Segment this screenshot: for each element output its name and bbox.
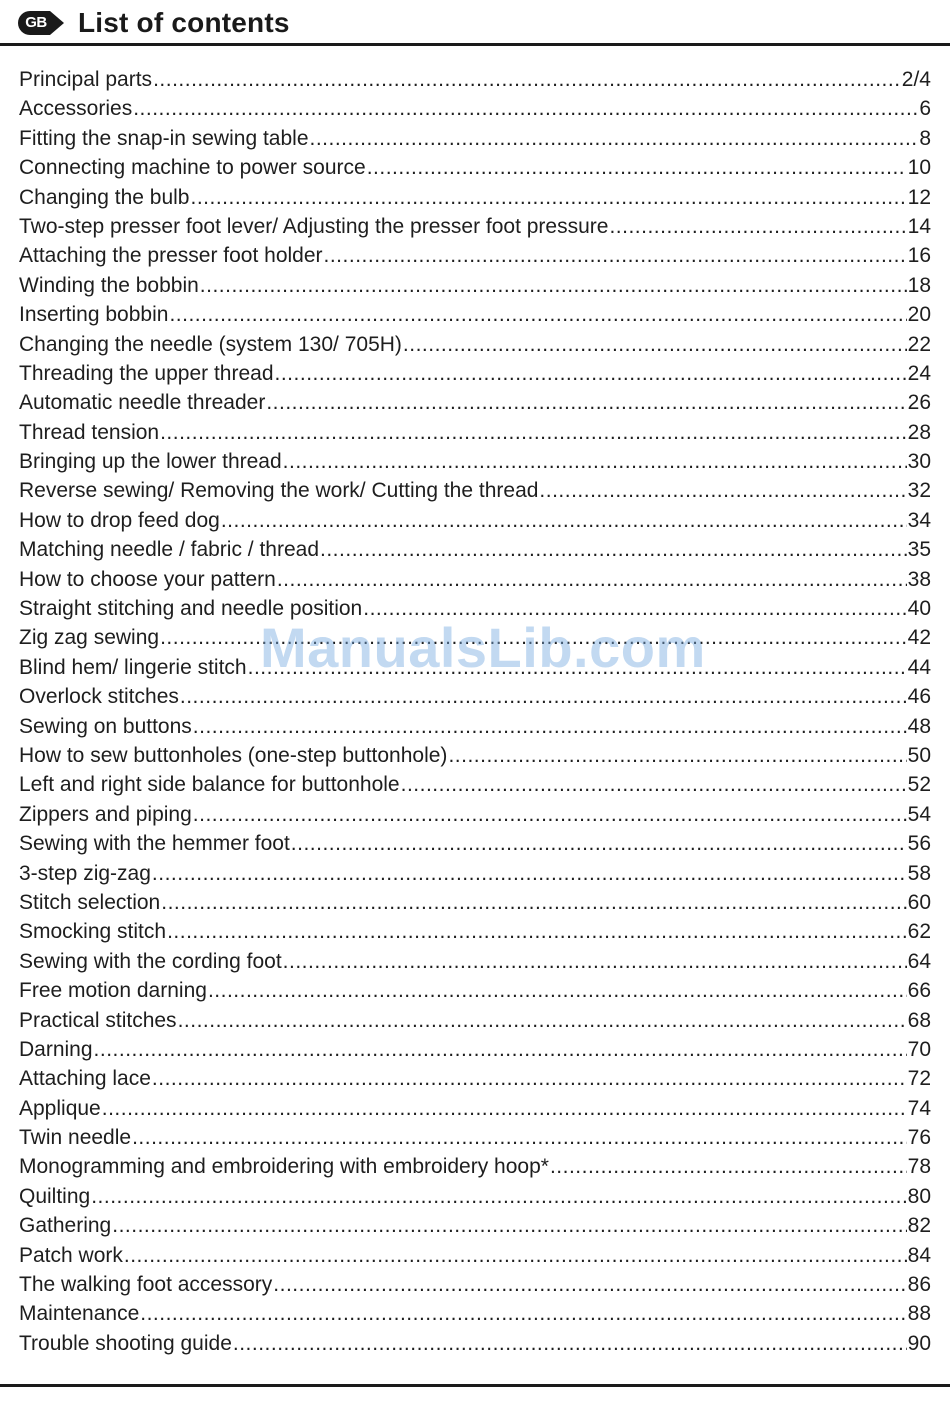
toc-entry-label: Applique — [19, 1096, 101, 1120]
toc-dot-leader — [367, 153, 907, 182]
toc-dot-leader — [273, 1270, 906, 1299]
toc-entry-label: Attaching lace — [19, 1067, 151, 1091]
toc-dot-leader — [94, 1035, 907, 1064]
toc-entry[interactable] — [19, 124, 931, 153]
toc-entry-label: 3-step zig-zag — [19, 861, 151, 885]
toc-dot-leader — [291, 829, 907, 858]
toc-entry-label: How to choose your pattern — [19, 567, 276, 591]
toc-entry-page: 18 — [907, 273, 931, 297]
toc-entry-page: 2/4 — [901, 68, 931, 91]
toc-entry[interactable] — [19, 1006, 931, 1035]
toc-entry-label: The walking foot accessory — [19, 1273, 273, 1297]
toc-entry-label: Left and right side balance for buttonhole — [19, 773, 400, 797]
toc-entry-label: Sewing with the hemmer foot — [19, 832, 290, 856]
toc-entry[interactable] — [19, 770, 931, 799]
toc-dot-leader — [160, 418, 907, 447]
toc-dot-leader — [283, 947, 907, 976]
toc-dot-leader — [193, 800, 907, 829]
toc-entry[interactable] — [19, 1064, 931, 1093]
toc-entry-page: 78 — [907, 1155, 931, 1179]
toc-entry-page: 32 — [907, 479, 931, 503]
toc-entry-page: 82 — [907, 1214, 931, 1238]
toc-entry-label: Practical stitches — [19, 1008, 177, 1032]
toc-entry-page: 22 — [907, 332, 931, 356]
toc-entry-page: 50 — [907, 743, 931, 767]
toc-entry-label: Darning — [19, 1037, 93, 1061]
toc-entry-label: Straight stitching and needle position — [19, 597, 363, 621]
toc-entry-page: 44 — [907, 655, 931, 679]
toc-dot-leader — [190, 183, 906, 212]
toc-dot-leader — [233, 1329, 907, 1358]
toc-entry[interactable] — [19, 506, 931, 535]
toc-entry-label: Bringing up the lower thread — [19, 450, 282, 474]
toc-dot-leader — [169, 300, 906, 329]
toc-entry[interactable] — [19, 682, 931, 711]
toc-entry-page: 14 — [907, 214, 931, 238]
toc-entry[interactable] — [19, 859, 931, 888]
toc-entry-page: 24 — [907, 361, 931, 385]
toc-entry[interactable] — [19, 594, 931, 623]
toc-entry[interactable] — [19, 271, 931, 300]
toc-dot-leader — [167, 917, 907, 946]
toc-dot-leader — [180, 682, 907, 711]
toc-entry[interactable] — [19, 976, 931, 1005]
toc-entry-label: Automatic needle threader — [19, 391, 266, 415]
toc-entry-label: Patch work — [19, 1243, 123, 1267]
toc-entry-label: Threading the upper thread — [19, 361, 274, 385]
toc-dot-leader — [152, 859, 907, 888]
toc-dot-leader — [403, 330, 907, 359]
toc-entry-page: 60 — [907, 890, 931, 914]
toc-entry[interactable] — [19, 565, 931, 594]
toc-dot-leader — [124, 1241, 907, 1270]
toc-entry-page: 68 — [907, 1008, 931, 1032]
toc-dot-leader — [178, 1006, 907, 1035]
toc-entry-label: Zig zag sewing — [19, 626, 160, 650]
toc-entry[interactable] — [19, 800, 931, 829]
footer-divider — [0, 1384, 950, 1387]
toc-entry-label: Quilting — [19, 1184, 91, 1208]
toc-entry[interactable] — [19, 712, 931, 741]
toc-entry-label: Free motion darning — [19, 979, 207, 1003]
toc-dot-leader — [277, 565, 907, 594]
toc-entry[interactable] — [19, 94, 931, 123]
toc-dot-leader — [208, 976, 907, 1005]
toc-dot-leader — [140, 1299, 906, 1328]
toc-entry[interactable] — [19, 623, 931, 652]
toc-entry-page: 80 — [907, 1184, 931, 1208]
toc-entry-label: Sewing on buttons — [19, 714, 192, 738]
toc-entry[interactable] — [19, 388, 931, 417]
toc-entry[interactable] — [19, 1241, 931, 1270]
toc-entry-page: 26 — [907, 391, 931, 415]
toc-entry-label: How to drop feed dog — [19, 508, 220, 532]
toc-entry-label: Fitting the snap-in sewing table — [19, 126, 309, 150]
toc-entry[interactable] — [19, 330, 931, 359]
toc-entry-page: 16 — [907, 244, 931, 268]
toc-entry[interactable] — [19, 153, 931, 182]
toc-entry-page: 72 — [907, 1067, 931, 1091]
toc-dot-leader — [320, 535, 907, 564]
toc-entry[interactable] — [19, 241, 931, 270]
toc-entry-page: 90 — [907, 1331, 931, 1355]
toc-entry-label: Blind hem/ lingerie stitch — [19, 655, 247, 679]
toc-dot-leader — [275, 359, 907, 388]
toc-entry-label: Principal parts — [19, 68, 153, 91]
toc-dot-leader — [200, 271, 907, 300]
toc-entry-label: Sewing with the cording foot — [19, 949, 282, 973]
toc-entry[interactable] — [19, 1035, 931, 1064]
toc-dot-leader — [550, 1152, 907, 1181]
toc-entry[interactable] — [19, 829, 931, 858]
toc-entry-label: Monogramming and embroidering with embroidery hoop* — [19, 1155, 549, 1179]
toc-dot-leader — [609, 212, 906, 241]
toc-entry-page: 28 — [907, 420, 931, 444]
toc-entry[interactable] — [19, 535, 931, 564]
toc-entry-page: 48 — [907, 714, 931, 738]
toc-dot-leader — [133, 94, 918, 123]
toc-entry[interactable] — [19, 65, 931, 94]
toc-entry-label: Trouble shooting guide — [19, 1331, 232, 1355]
toc-dot-leader — [152, 1064, 907, 1093]
toc-dot-leader — [266, 388, 906, 417]
toc-entry[interactable] — [19, 447, 931, 476]
toc-dot-leader — [221, 506, 907, 535]
table-of-contents — [19, 65, 931, 1358]
language-badge — [18, 11, 64, 35]
page-header — [0, 0, 950, 46]
toc-entry-page: 84 — [907, 1243, 931, 1267]
toc-entry-label: Connecting machine to power source — [19, 156, 366, 180]
toc-entry-page: 64 — [907, 949, 931, 973]
toc-entry-label: Matching needle / fabric / thread — [19, 538, 320, 562]
toc-entry-page: 12 — [907, 185, 931, 209]
toc-entry-label: Winding the bobbin — [19, 273, 199, 297]
toc-entry-page: 52 — [907, 773, 931, 797]
toc-entry-page: 46 — [907, 685, 931, 709]
toc-entry-label: Accessories — [19, 97, 133, 121]
toc-entry-label: How to sew buttonholes (one-step buttonhole) — [19, 743, 448, 767]
toc-dot-leader — [363, 594, 906, 623]
toc-dot-leader — [160, 623, 907, 652]
toc-dot-leader — [193, 712, 907, 741]
toc-entry-label: Smocking stitch — [19, 920, 167, 944]
toc-entry-label: Thread tension — [19, 420, 160, 444]
toc-dot-leader — [248, 653, 907, 682]
toc-entry-label: Inserting bobbin — [19, 303, 169, 327]
toc-dot-leader — [132, 1123, 907, 1152]
toc-entry-page: 10 — [907, 156, 931, 180]
toc-entry[interactable] — [19, 1123, 931, 1152]
toc-entry[interactable] — [19, 1329, 931, 1358]
toc-dot-leader — [91, 1182, 906, 1211]
toc-entry-label: Attaching the presser foot holder — [19, 244, 323, 268]
toc-entry-label: Stitch selection — [19, 890, 161, 914]
toc-entry-page: 30 — [907, 450, 931, 474]
toc-entry-page: 8 — [919, 126, 931, 150]
toc-entry[interactable] — [19, 653, 931, 682]
toc-entry-page: 56 — [907, 832, 931, 856]
toc-entry-page: 38 — [907, 567, 931, 591]
toc-entry-page: 34 — [907, 508, 931, 532]
toc-dot-leader — [161, 888, 906, 917]
toc-entry[interactable] — [19, 183, 931, 212]
toc-entry[interactable] — [19, 888, 931, 917]
toc-entry[interactable] — [19, 1270, 931, 1299]
toc-entry-label: Zippers and piping — [19, 802, 192, 826]
toc-entry-page: 54 — [907, 802, 931, 826]
language-code: GB — [25, 14, 47, 31]
toc-dot-leader — [112, 1211, 906, 1240]
toc-entry-page: 20 — [907, 303, 931, 327]
toc-entry-page: 70 — [907, 1037, 931, 1061]
page-title: List of contents — [78, 7, 290, 38]
toc-entry[interactable] — [19, 1182, 931, 1211]
toc-dot-leader — [324, 241, 907, 270]
toc-entry-page: 58 — [907, 861, 931, 885]
toc-entry-page: 74 — [907, 1096, 931, 1120]
toc-entry[interactable] — [19, 418, 931, 447]
toc-dot-leader — [539, 476, 906, 505]
toc-entry-label: Two-step presser foot lever/ Adjusting the presser foot pressure — [19, 214, 609, 238]
toc-dot-leader — [310, 124, 919, 153]
toc-entry[interactable] — [19, 1152, 931, 1181]
toc-entry[interactable] — [19, 741, 931, 770]
toc-entry[interactable] — [19, 476, 931, 505]
toc-entry-label: Twin needle — [19, 1126, 132, 1150]
toc-entry[interactable] — [19, 212, 931, 241]
toc-dot-leader — [448, 741, 906, 770]
toc-entry[interactable] — [19, 359, 931, 388]
toc-entry[interactable] — [19, 1094, 931, 1123]
toc-dot-leader — [401, 770, 907, 799]
toc-dot-leader — [102, 1094, 907, 1123]
toc-entry-label: Maintenance — [19, 1302, 140, 1326]
toc-entry[interactable] — [19, 947, 931, 976]
toc-entry-page: 88 — [907, 1302, 931, 1326]
toc-entry-label: Reverse sewing/ Removing the work/ Cutting the thread — [19, 479, 539, 503]
toc-entry[interactable] — [19, 917, 931, 946]
toc-entry[interactable] — [19, 300, 931, 329]
toc-entry-label: Gathering — [19, 1214, 112, 1238]
toc-entry-label: Changing the bulb — [19, 185, 190, 209]
toc-entry-page: 42 — [907, 626, 931, 650]
toc-entry-label: Changing the needle (system 130/ 705H) — [19, 332, 402, 356]
toc-entry-page: 40 — [907, 597, 931, 621]
toc-entry-page: 66 — [907, 979, 931, 1003]
toc-entry[interactable] — [19, 1299, 931, 1328]
toc-entry-page: 6 — [919, 97, 931, 121]
watermark: ManualsLib.com — [260, 616, 706, 679]
toc-entry-label: Overlock stitches — [19, 685, 179, 709]
toc-entry[interactable] — [19, 1211, 931, 1240]
toc-dot-leader — [153, 65, 901, 94]
toc-entry-page: 86 — [907, 1273, 931, 1297]
toc-dot-leader — [283, 447, 907, 476]
toc-entry-page: 62 — [907, 920, 931, 944]
toc-entry-page: 35 — [907, 538, 931, 562]
toc-entry-page: 76 — [907, 1126, 931, 1150]
